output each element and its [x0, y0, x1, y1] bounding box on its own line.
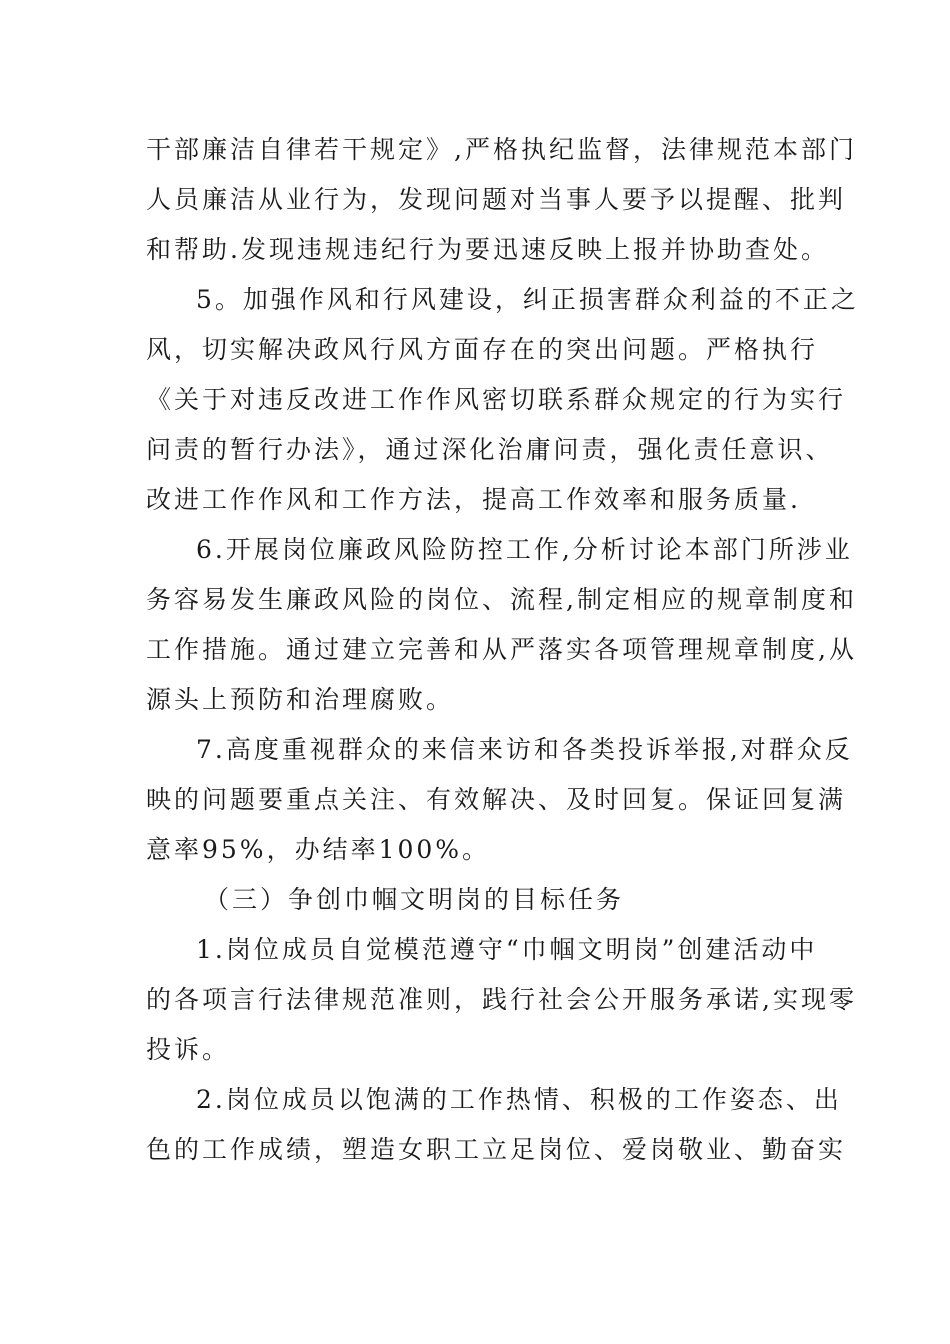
paragraph-line: 和帮助.发现违规违纪行为要迅速反映上报并协助查处。	[146, 235, 829, 264]
paragraph-line: 投诉。	[146, 1035, 231, 1064]
paragraph-line: 问责的暂行办法》，通过深化治庸问责，强化责任意识、	[146, 435, 834, 464]
paragraph-line: 的各项言行法律规范准则，践行社会公开服务承诺,实现零	[146, 985, 857, 1014]
paragraph-line: 2.岗位成员以饱满的工作热情、积极的工作姿态、出	[196, 1085, 842, 1114]
paragraph-line: 人员廉洁从业行为，发现问题对当事人要予以提醒、批判	[146, 185, 847, 214]
paragraph-line: 6.开展岗位廉政风险防控工作,分析讨论本部门所涉业	[196, 535, 853, 564]
paragraph-line: 1.岗位成员自觉模范遵守“巾帼文明岗”创建活动中	[196, 935, 818, 964]
paragraph-line: 风，切实解决政风行风方面存在的突出问题。严格执行	[146, 335, 819, 364]
paragraph-line: 5。加强作风和行风建设，纠正损害群众利益的不正之	[196, 285, 859, 314]
paragraph-line: 干部廉洁自律若干规定》,严格执纪监督，法律规范本部门	[146, 135, 857, 164]
paragraph-line: 源头上预防和治理腐败。	[146, 685, 455, 714]
paragraph-line: 工作措施。通过建立完善和从严落实各项管理规章制度,从	[146, 635, 857, 664]
paragraph-line: 务容易发生廉政风险的岗位、流程,制定相应的规章制度和	[146, 585, 857, 614]
paragraph-line: 色的工作成绩，塑造女职工立足岗位、爱岗敬业、勤奋实	[146, 1135, 847, 1164]
section-heading: （三）争创巾帼文明岗的目标任务	[204, 885, 625, 914]
paragraph-line: 映的问题要重点关注、有效解决、及时回复。保证回复满	[146, 785, 847, 814]
paragraph-line: 《关于对违反改进工作作风密切联系群众规定的行为实行	[146, 385, 847, 414]
paragraph-line: 改进工作作风和工作方法，提高工作效率和服务质量.	[146, 485, 801, 514]
paragraph-line: 意率95%，办结率100%。	[146, 835, 491, 864]
paragraph-line: 7.高度重视群众的来信来访和各类投诉举报,对群众反	[196, 735, 853, 764]
